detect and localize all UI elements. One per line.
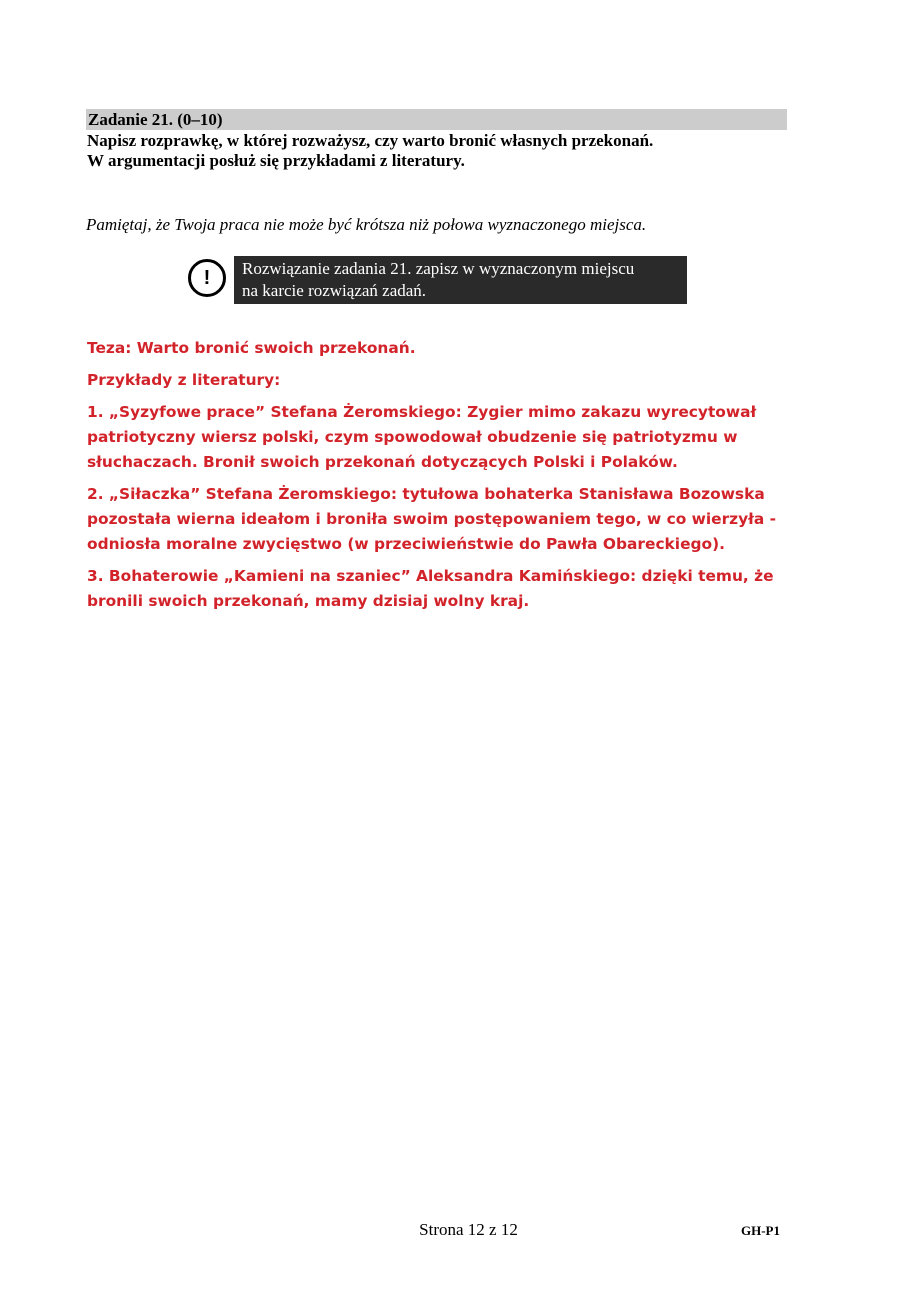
answer-thesis: Teza: Warto bronić swoich przekonań. <box>87 339 416 357</box>
answer-example: 1. „Syzyfowe prace” Stefana Żeromskiego: Zygier mimo zakazu wyrecytował patriotyczny wiersz polski, czym spowodował obudzenie się patriotyzmu w słuchaczach. Bronił swoich przekonań dotyczących Polski i Polaków. <box>87 403 757 471</box>
exclamation-icon: ! <box>188 259 226 297</box>
task-header: Zadanie 21. (0–10) <box>86 109 787 130</box>
length-reminder: Pamiętaj, że Twoja praca nie może być krótsza niż połowa wyznaczonego miejsca. <box>86 215 647 234</box>
exam-code: GH-P1 <box>741 1223 780 1238</box>
notice-box <box>188 256 688 304</box>
answer-example: 2. „Siłaczka” Stefana Żeromskiego: tytułowa bohaterka Stanisława Bozowska pozostała wierna ideałom i broniła swoim postępowaniem tego, w co wierzyła - odniosła moralne zwycięstwo (w przeciwieństwie do Pawła Obareckiego). <box>87 485 777 553</box>
answer-example: 3. Bohaterowie „Kamieni na szaniec” Aleksandra Kamińskiego: dzięki temu, że bronili swoich przekonań, mamy dzisiaj wolny kraj. <box>87 567 774 610</box>
task-instruction-line2: W argumentacji posłuż się przykładami z literatury. <box>87 151 465 170</box>
answer-examples-heading: Przykłady z literatury: <box>87 371 281 389</box>
notice-line1: Rozwiązanie zadania 21. zapisz w wyznaczonym miejscu <box>242 259 635 278</box>
task-instruction <box>87 131 786 171</box>
page-number-label: Strona 12 z 12 <box>419 1220 518 1239</box>
task-instruction-line1: Napisz rozprawkę, w której rozważysz, czy warto bronić własnych przekonań. <box>87 131 654 150</box>
notice-text <box>234 256 687 304</box>
handwritten-answer <box>87 336 792 621</box>
notice-line2: na karcie rozwiązań zadań. <box>242 281 427 300</box>
